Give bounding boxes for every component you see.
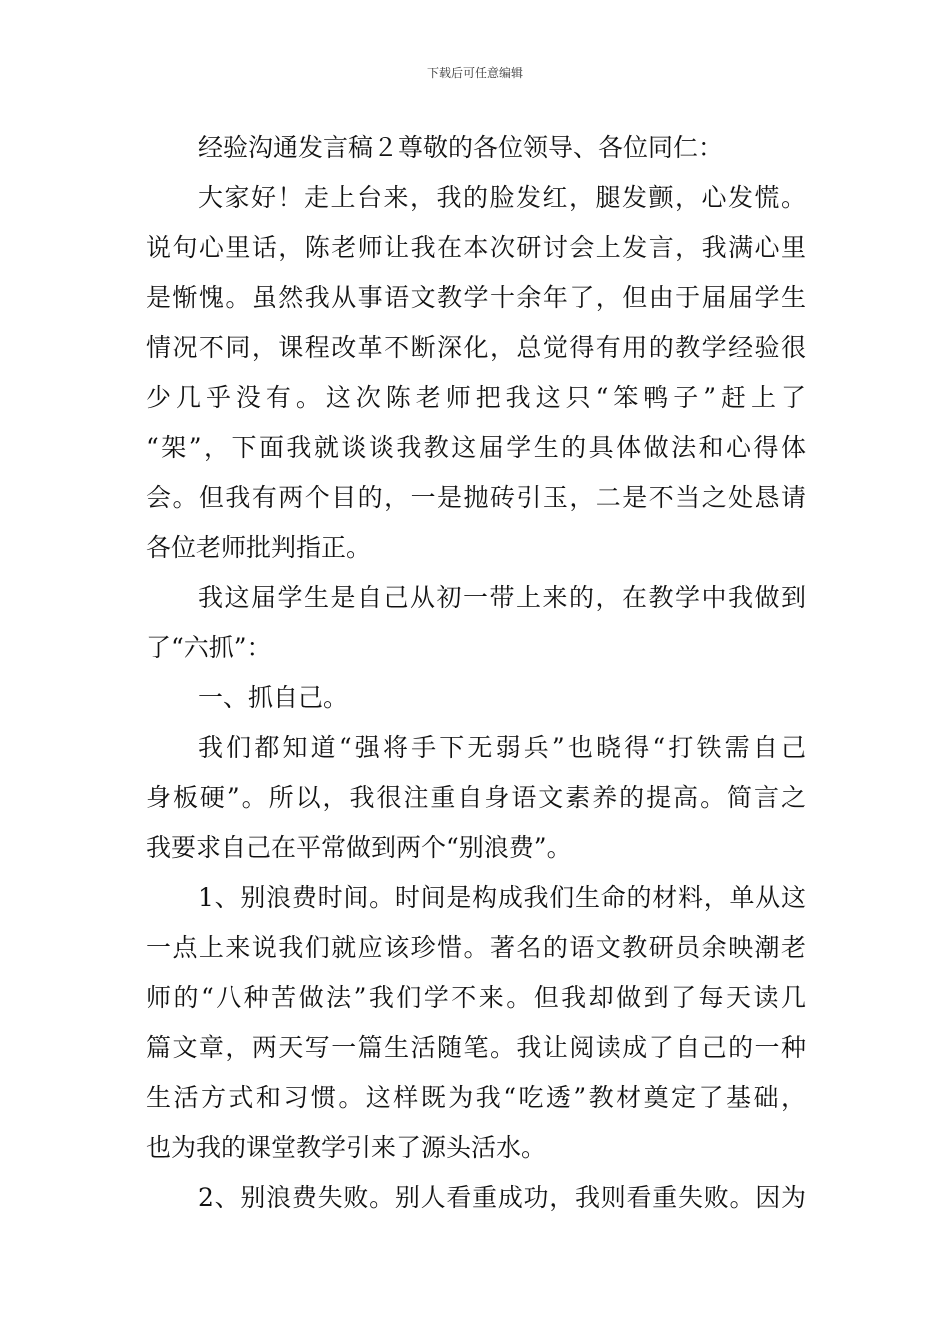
text-line: 了“六抓”： bbox=[146, 633, 272, 662]
text-line: 也为我的课堂教学引来了源头活水。 bbox=[146, 1133, 547, 1162]
text-line: 会。但我有两个目的，一是抛砖引玉，二是不当之处恳请 bbox=[146, 483, 806, 512]
text-line: 篇文章，两天写一篇生活随笔。我让阅读成了自己的一种 bbox=[146, 1033, 806, 1062]
text-line: 我要求自己在平常做到两个“别浪费”。 bbox=[146, 833, 572, 862]
document-body bbox=[146, 130, 806, 1230]
text-line: 是惭愧。虽然我从事语文教学十余年了，但由于届届学生 bbox=[146, 283, 806, 312]
text-line: 说句心里话，陈老师让我在本次研讨会上发言，我满心里 bbox=[146, 233, 806, 262]
text-line: 少几乎没有。这次陈老师把我这只“笨鸭子”赶上了 bbox=[146, 383, 806, 412]
text-line: 大家好！走上台来，我的脸发红，腿发颤，心发慌。 bbox=[198, 183, 806, 212]
text-line: 身板硬”。所以，我很注重自身语文素养的提高。简言之 bbox=[146, 783, 806, 812]
text-line: 1、别浪费时间。时间是构成我们生命的材料，单从这 bbox=[198, 883, 806, 912]
text-line: 情况不同，课程改革不断深化，总觉得有用的教学经验很 bbox=[146, 333, 806, 362]
text-line: “架”，下面我就谈谈我教这届学生的具体做法和心得体 bbox=[146, 433, 806, 462]
text-line: 我这届学生是自己从初一带上来的，在教学中我做到 bbox=[198, 583, 806, 612]
text-line: 2、别浪费失败。别人看重成功，我则看重失败。因为 bbox=[198, 1183, 806, 1212]
text-line: 我们都知道“强将手下无弱兵”也晓得“打铁需自己 bbox=[198, 733, 806, 762]
text-line: 一点上来说我们就应该珍惜。著名的语文教研员余映潮老 bbox=[146, 933, 806, 962]
text-line: 各位老师批判指正。 bbox=[146, 533, 372, 562]
text-line: 师的“八种苦做法”我们学不来。但我却做到了每天读几 bbox=[146, 983, 806, 1012]
text-line: 经验沟通发言稿２尊敬的各位领导、各位同仁： bbox=[198, 133, 724, 162]
text-line: 生活方式和习惯。这样既为我“吃透”教材奠定了基础， bbox=[146, 1083, 806, 1112]
text-line: 一、抓自己。 bbox=[198, 683, 349, 712]
page-header-note: 下载后可任意编辑 bbox=[426, 66, 523, 80]
